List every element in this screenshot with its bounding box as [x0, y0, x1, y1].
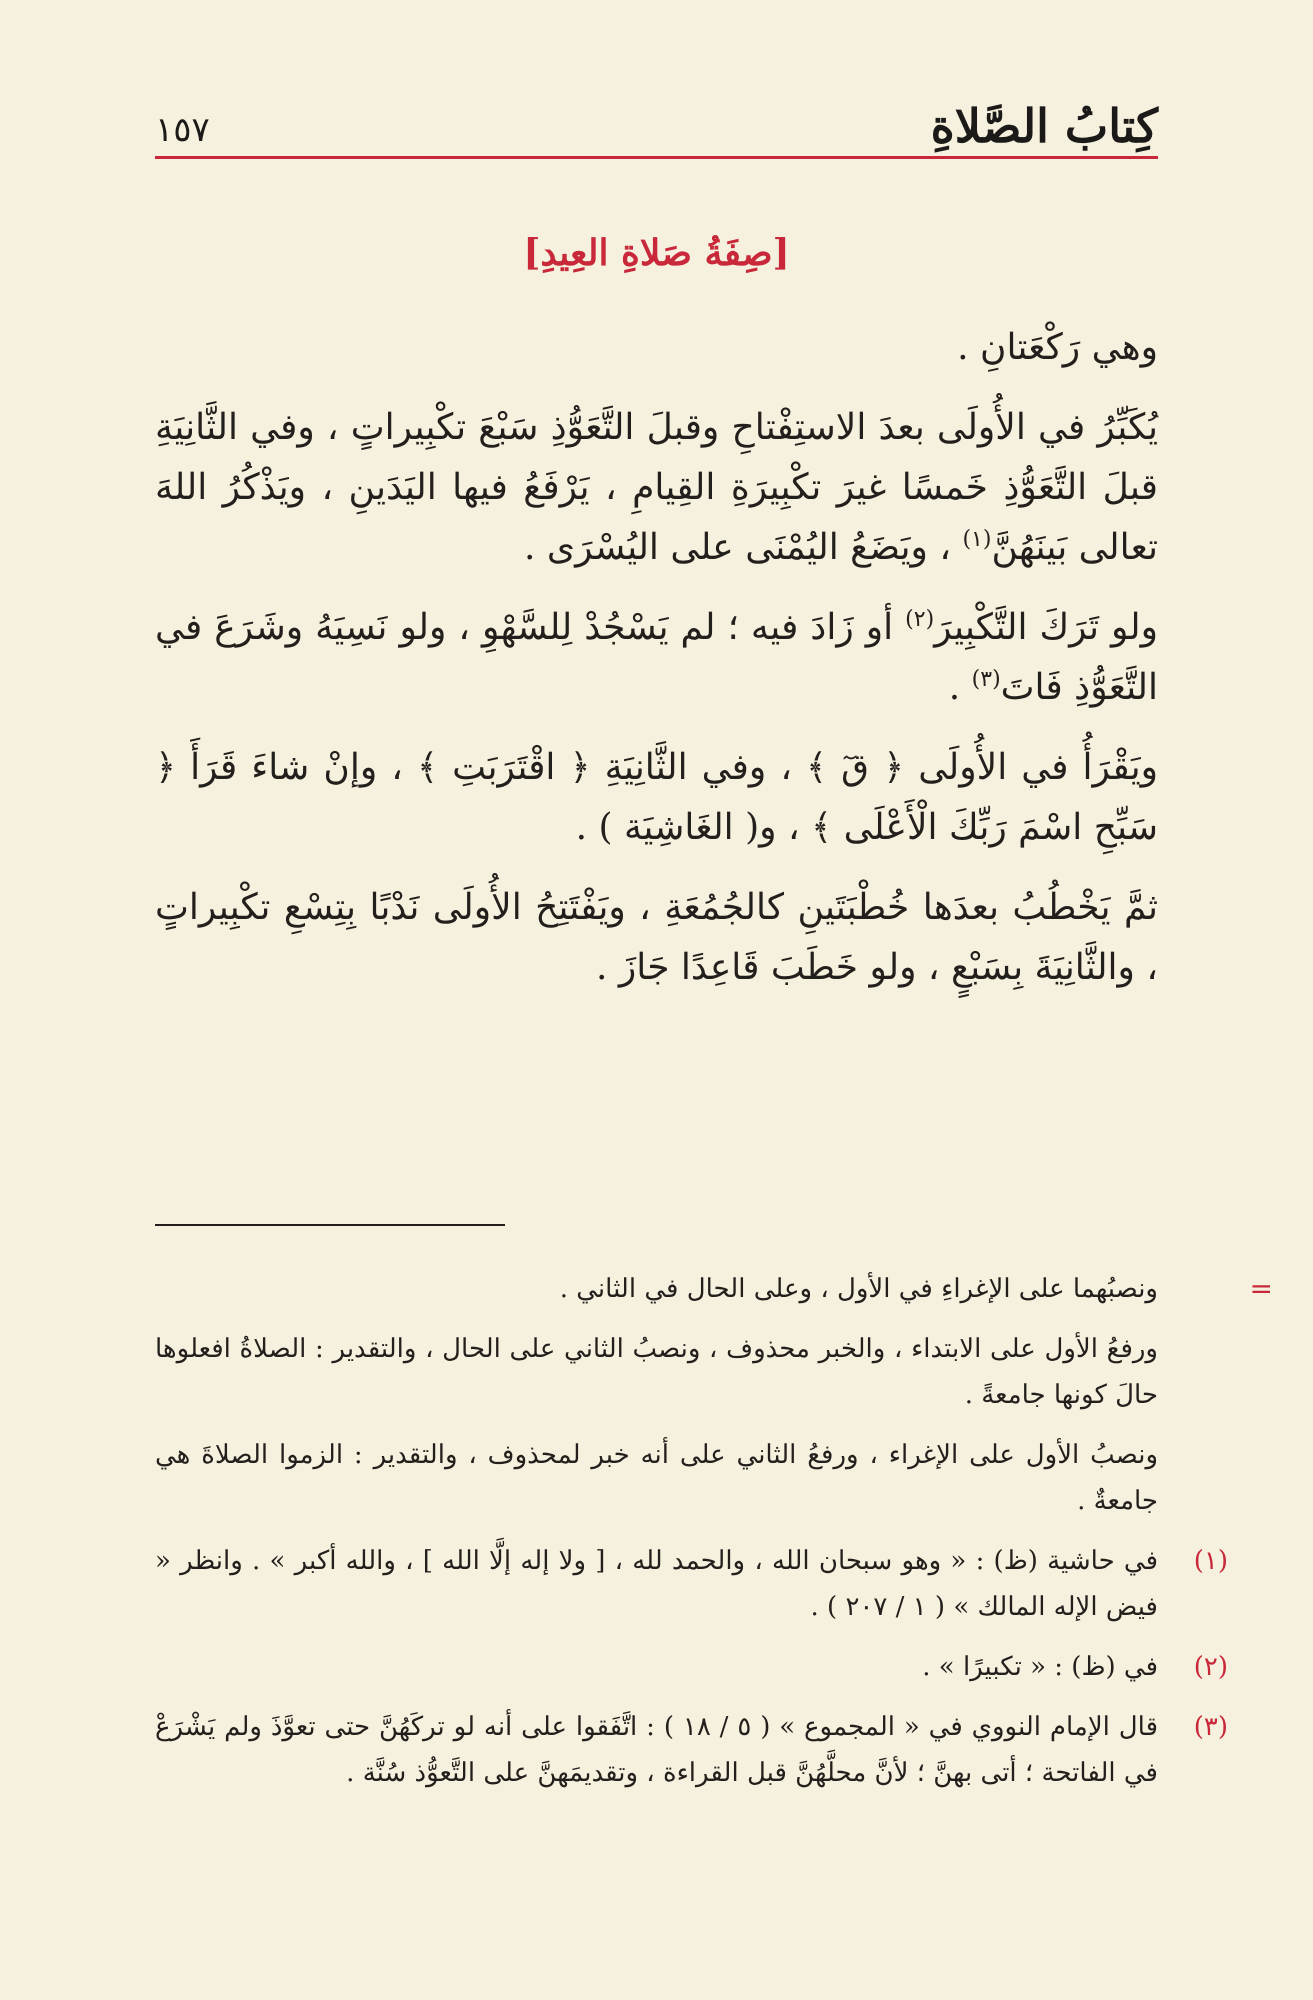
footnote-continuation-mark: =	[1249, 1272, 1273, 1305]
footnote-ref[interactable]: (١)	[962, 527, 992, 552]
section-heading: [صِفَةُ صَلاةِ العِيدِ]	[523, 232, 790, 274]
footnote-text: قال الإمام النووي في « المجموع » ( ٥ / ١٨ ) : اتَّفَقوا على أنه لو تركَهُنَّ حتى تعوَّذَ ولم يَشْرَعْ في الفاتحة ؛ أتى بهنَّ ؛ لأنَّ محلَّهُنَّ قبل القراءة ، وتقديمَهنَّ على التَّعوُّذ سُنَّة .	[155, 1712, 1158, 1788]
paragraph-text: .	[948, 667, 972, 708]
footnote-number: (٣)	[1193, 1712, 1228, 1742]
paragraph-text: وهي رَكْعَتانِ .	[957, 327, 1158, 368]
footnote-number: (١)	[1193, 1546, 1228, 1576]
footnote-ref[interactable]: (٣)	[971, 667, 1001, 692]
main-text	[155, 318, 1158, 1018]
footnote-1	[155, 1538, 1228, 1630]
paragraph-text: ولو تَرَكَ التَّكْبِيرَ	[934, 607, 1158, 648]
footnote-number: (٢)	[1193, 1652, 1228, 1682]
footnote-text: في حاشية (ظ) : « وهو سبحان الله ، والحمد لله ، [ ولا إله إلَّا الله ] ، والله أكبر » . وانظر « فيض الإله المالك » ( ١ / ٢٠٧ ) .	[155, 1546, 1158, 1622]
paragraph-text: ويَقْرَأُ في الأُولَى ﴿ قٓ ﴾ ، وفي الثَّانِيَةِ ﴿ اقْتَرَبَتِ ﴾ ، وإنْ شاءَ قَرَأَ ﴿ سَبِّحِ اسْمَ رَبِّكَ الْأَعْلَى ﴾ ، و( الغَاشِيَة ) .	[155, 747, 1158, 848]
footnotes	[155, 1266, 1228, 1810]
paragraph-text: ، ويَضَعُ اليُمْنَى على اليُسْرَى .	[524, 527, 963, 568]
paragraph-3	[155, 598, 1158, 718]
paragraph-5	[155, 878, 1158, 998]
footnote-text: في (ظ) : « تكبيرًا » .	[922, 1652, 1158, 1682]
running-head: كِتابُ الصَّلاةِ	[930, 99, 1158, 153]
footnote-continuation: ونصبُهما على الإغراءِ في الأول ، وعلى الحال في الثاني .	[559, 1274, 1158, 1304]
footnote-continuation: ورفعُ الأول على الابتداء ، والخبر محذوف ، ونصبُ الثاني على الحال ، والتقدير : الصلاةُ افعلوها حالَ كونها جامعةً .	[155, 1334, 1158, 1410]
footnote-3	[155, 1704, 1228, 1796]
header-rule	[155, 156, 1158, 159]
footnote-2	[155, 1644, 1228, 1690]
paragraph-2	[155, 398, 1158, 578]
paragraph-1	[155, 318, 1158, 378]
paragraph-4	[155, 738, 1158, 858]
paragraph-text: ثمَّ يَخْطُبُ بعدَها خُطْبَتَينِ كالجُمُعَةِ ، ويَفْتَتِحُ الأُولَى نَدْبًا بِتِسْعِ تكْبِيراتٍ ، والثَّانِيَةَ بِسَبْعٍ ، ولو خَطَبَ قَاعِدًا جَازَ .	[155, 887, 1158, 988]
footnote-continuation: ونصبُ الأول على الإغراء ، ورفعُ الثاني على أنه خبر لمحذوف ، والتقدير : الزموا الصلاةَ هي جامعةٌ .	[155, 1440, 1158, 1516]
page-number: ١٥٧	[155, 110, 210, 150]
footnote-separator	[155, 1224, 505, 1226]
paragraph-text: أو زَادَ فيه ؛ لم يَسْجُدْ لِلسَّهْوِ ، ولو نَسِيَهُ وشَرَعَ في التَّعَوُّذِ فَاتَ	[155, 607, 1158, 708]
footnote-ref[interactable]: (٢)	[905, 607, 935, 632]
paragraph-text: يُكَبِّرُ في الأُولَى بعدَ الاستِفْتاحِ وقبلَ التَّعَوُّذِ سَبْعَ تكْبِيراتٍ ، وفي الثَّانِيَةِ قبلَ التَّعَوُّذِ خَمسًا غيرَ تكْبِيرَةِ القِيامِ ، يَرْفَعُ فيها اليَدَينِ ، ويَذْكُرُ اللهَ تعالى بَينَهُنَّ	[155, 407, 1158, 568]
